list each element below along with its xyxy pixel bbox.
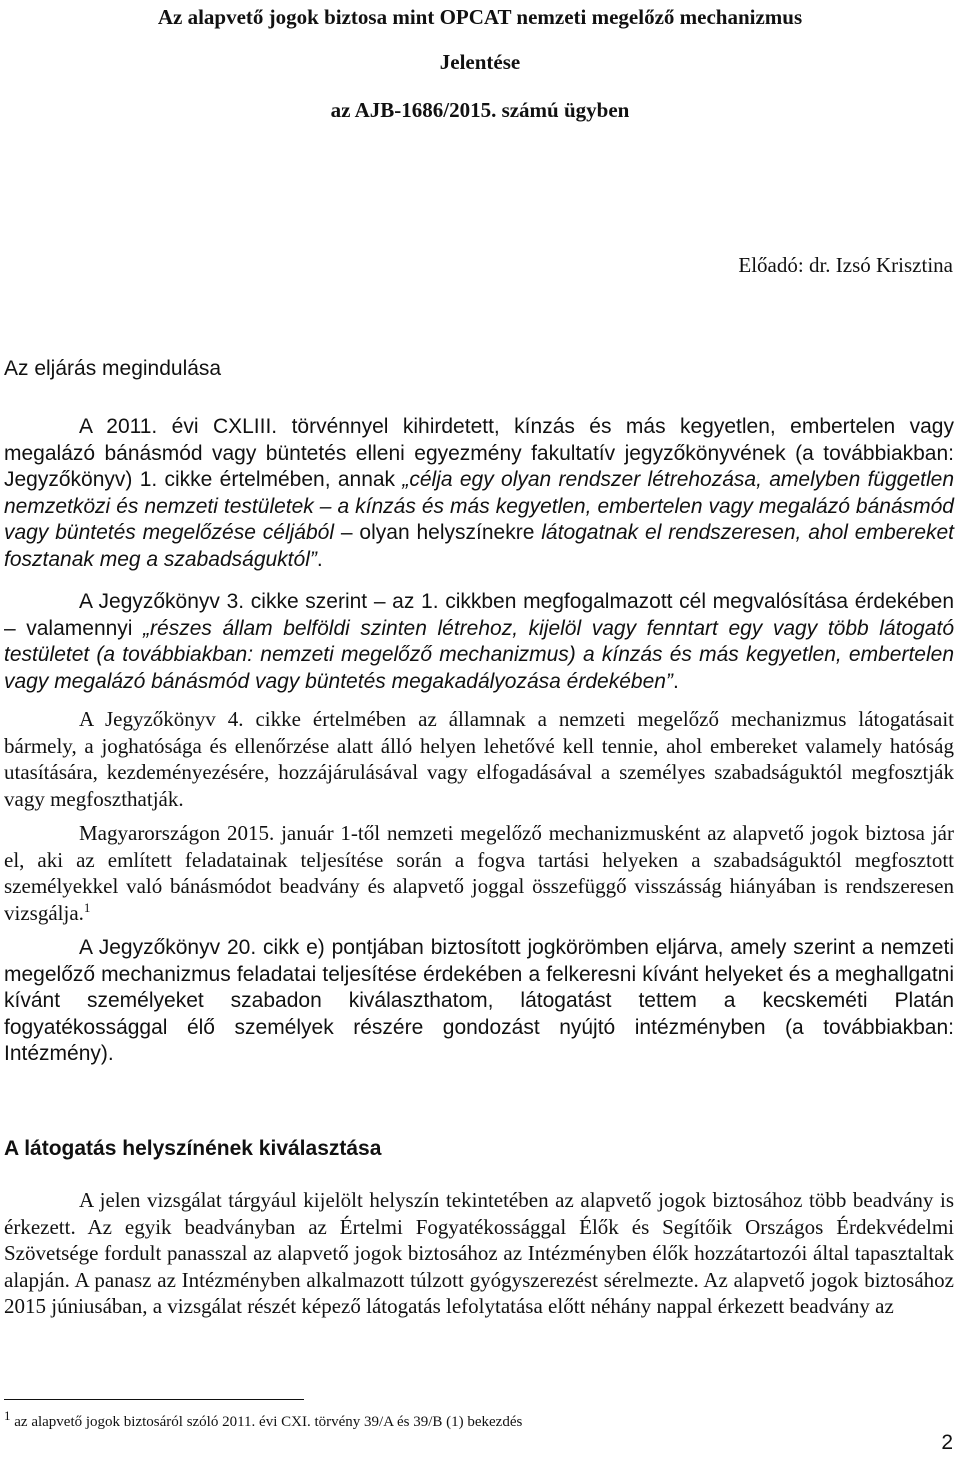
section-heading-procedure: Az eljárás megindulása [4, 357, 222, 380]
paragraph-text: A 2011. évi CXLIII. törvénnyel kihirdetett, kínzás és más kegyetlen, embertelen vagy megalázó bánásmód vagy büntetés elleni egyezmény fakultatív jegyzőkönyvének (a továbbiakban: Jegyzőkönyv) 1. cikke értelmében, annak [4, 415, 954, 491]
paragraph-site-selection [4, 1187, 954, 1320]
footnote-text: az alapvető jogok biztosáról szóló 2011. évi CXI. törvény 39/A és 39/B (1) bekezdés [10, 1414, 523, 1430]
document-subtitle: Jelentése [439, 50, 521, 74]
footnote-number: 1 [4, 1408, 11, 1423]
page-number: 2 [941, 1431, 953, 1454]
presenter-line: Előadó: dr. Izsó Krisztina [738, 253, 953, 277]
case-number-line: az AJB-1686/2015. számú ügyben [330, 98, 630, 122]
paragraph-text: A Jegyzőkönyv 20. cikk e) pontjában biztosított jogkörömben eljárva, amely szerint a nemzeti megelőző mechanizmus feladatai teljesítése érdekében a felkeresni kívánt helyeket és a meghallgatni kívánt személyeket szabadon kiválaszthatom, látogatást tettem a kecskeméti Platán fogyatékossággal élő személyek részére gondozást nyújtó intézményben (a továbbiakban: Intézmény). [4, 936, 954, 1065]
footnote-reference[interactable]: 1 [83, 899, 91, 915]
paragraph-text: A jelen vizsgálat tárgyául kijelölt helyszín tekintetében az alapvető jogok biztosához több beadvány is érkezett. Az egyik beadványban az Értelmi Fogyatékossággal Élők és Segítőik Országos Érdekvédelmi Szövetsége fordult panasszal az alapvető jogok biztosához az Intézményben élők hozzátartozói által tapasztaltak alapján. A panasz az Intézményben alkalmazott túlzott gyógyszerezést sérelmezte. Az alapvető jogok biztosához 2015 júniusában, a vizsgálat részét képező látogatás lefolytatása előtt néhány nappal érkezett beadvány az [4, 1188, 954, 1318]
paragraph-article-3 [4, 589, 954, 695]
quoted-text: látogatnak el rendszeresen, ahol embereket fosztanak meg a szabadságuktól” [4, 521, 955, 571]
paragraph-text: A Jegyzőkönyv 3. cikke szerint – az 1. cikkben megfogalmazott cél megvalósítása érdekében – valamennyi [4, 590, 954, 640]
paragraph-text: . [316, 547, 323, 571]
paragraph-article-20 [4, 935, 954, 1068]
paragraph-text: Magyarországon 2015. január 1-től nemzeti megelőző mechanizmusként az alapvető jogok biztosa jár el, aki az említett feladatainak teljesítése során a fogva tartási helyeken a szabadságuktól megfosztott személyekkel való bánásmódot beadvány és alapvető joggal összefüggő visszásság hiányában is rendszeresen vizsgálja. [4, 821, 954, 925]
paragraph-text: A Jegyzőkönyv 4. cikke értelmében az államnak a nemzeti megelőző mechanizmus látogatásait bármely, a joghatósága és ellenőrzése alatt álló helyen lehetővé kell tennie, ahol embereket valamely hatóság utasítására, kezdeményezésére, hozzájárulásával vagy elfogadásával a személyes szabadságuktól megfosztják vagy megfoszthatják. [4, 707, 954, 811]
quoted-text: „célja egy olyan rendszer létrehozása, amelyben független nemzetközi és nemzeti testületek – a kínzás és más kegyetlen, embertelen vagy megalázó bánásmód vagy büntetés megelőzése céljából [4, 468, 954, 544]
paragraph-text: . [672, 669, 679, 693]
footnote [4, 1408, 523, 1431]
paragraph-opcat-purpose [4, 414, 954, 573]
footnote-separator [4, 1399, 304, 1400]
quoted-text: „részes állam belföldi szinten létrehoz, kijelöl vagy fenntart egy vagy több látogató testületet (a továbbiakban: nemzeti megelőző mechanizmus) a kínzás és más kegyetlen, embertelen vagy megalázó bánásmód vagy büntetés megakadályozása érdekében” [4, 616, 954, 693]
paragraph-text: – olyan helyszínekre [334, 521, 542, 544]
section-heading-site-selection: A látogatás helyszínének kiválasztása [4, 1137, 382, 1160]
document-title: Az alapvető jogok biztosa mint OPCAT nemzeti megelőző mechanizmus [157, 5, 803, 29]
paragraph-hungary-mechanism [4, 820, 954, 926]
paragraph-article-4 [4, 706, 954, 812]
